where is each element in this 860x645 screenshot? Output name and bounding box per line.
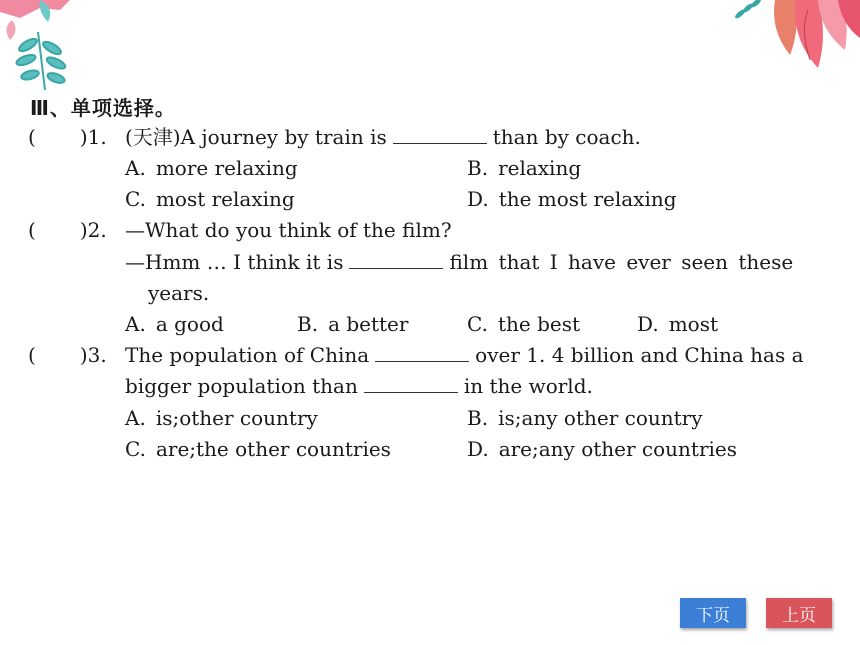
option-1a xyxy=(125,155,298,181)
answer-blank xyxy=(364,374,458,393)
option-1d xyxy=(467,186,677,212)
question-number-3: )3. xyxy=(79,343,107,367)
question-3-text-before: The population of China xyxy=(125,343,370,367)
previous-page-button[interactable]: 上页 xyxy=(766,598,832,628)
option-letter: B. xyxy=(467,156,489,180)
option-text: the most relaxing xyxy=(498,187,677,211)
option-letter: C. xyxy=(125,187,146,211)
next-page-button[interactable]: 下页 xyxy=(680,598,746,628)
option-text: is;any other country xyxy=(498,406,703,430)
option-text: a good xyxy=(155,312,224,336)
option-text: most relaxing xyxy=(155,187,295,211)
leaf-decoration-left-icon xyxy=(0,0,90,95)
answer-blank xyxy=(375,343,469,362)
option-letter: A. xyxy=(125,312,146,336)
option-3a xyxy=(125,405,318,431)
option-2c xyxy=(467,311,580,337)
option-1c xyxy=(125,186,295,212)
bracket-open: ( xyxy=(28,218,36,242)
option-letter: D. xyxy=(467,437,489,461)
bracket-open: ( xyxy=(28,125,36,149)
option-letter: C. xyxy=(467,312,488,336)
question-2-line-1: —What do you think of the film? xyxy=(125,218,452,242)
option-text: relaxing xyxy=(498,156,582,180)
option-letter: D. xyxy=(637,312,659,336)
question-number-1: )1. xyxy=(79,125,107,149)
answer-bracket-2 xyxy=(28,217,107,243)
option-text: are;the other countries xyxy=(155,437,391,461)
option-text: the best xyxy=(497,312,581,336)
question-2-line-3: years. xyxy=(148,281,210,305)
question-2-text-before: —Hmm … I think it is xyxy=(125,250,344,274)
question-2-text-after: film that I have ever seen these xyxy=(449,250,794,274)
option-text: most xyxy=(668,312,718,336)
question-2-line-2 xyxy=(125,249,793,275)
option-letter: C. xyxy=(125,437,146,461)
option-2d xyxy=(637,311,718,337)
option-letter: A. xyxy=(125,406,146,430)
bracket-open: ( xyxy=(28,343,36,367)
leaf-decoration-right-icon xyxy=(730,0,860,75)
section-title: Ⅲ、单项选择。 xyxy=(30,96,176,120)
option-text: a better xyxy=(328,312,409,336)
option-3d xyxy=(467,436,737,462)
option-2b xyxy=(297,311,408,337)
answer-blank xyxy=(349,250,443,269)
option-text: are;any other countries xyxy=(498,437,738,461)
option-1b xyxy=(467,155,581,181)
question-3-text-before-2: bigger population than xyxy=(125,374,358,398)
answer-bracket-1 xyxy=(28,124,107,150)
option-3c xyxy=(125,436,391,462)
option-2a xyxy=(125,311,224,337)
question-1-text-before: (天津)A journey by train is xyxy=(125,125,387,149)
option-text: more relaxing xyxy=(155,156,298,180)
option-letter: B. xyxy=(297,312,319,336)
question-3-line-1 xyxy=(125,342,804,368)
question-3-text-after-2: in the world. xyxy=(463,374,593,398)
option-text: is;other country xyxy=(155,406,318,430)
question-number-2: )2. xyxy=(79,218,107,242)
option-letter: A. xyxy=(125,156,146,180)
option-letter: B. xyxy=(467,406,489,430)
question-3-text-after: over 1. 4 billion and China has a xyxy=(475,343,804,367)
answer-bracket-3 xyxy=(28,342,107,368)
question-3-line-2 xyxy=(125,373,593,399)
question-1-stem xyxy=(125,124,641,150)
question-1-text-after: than by coach. xyxy=(492,125,641,149)
option-letter: D. xyxy=(467,187,489,211)
option-3b xyxy=(467,405,703,431)
answer-blank xyxy=(393,125,487,144)
